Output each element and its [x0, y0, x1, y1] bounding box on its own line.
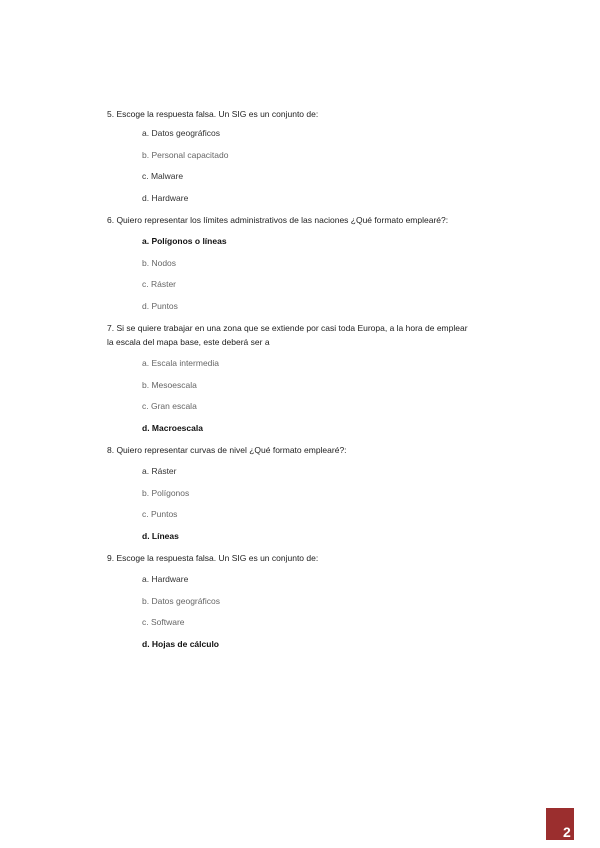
q9-option-b: b. Datos geográficos [142, 596, 220, 606]
q8-option-d: d. Líneas [142, 531, 179, 541]
q7-option-b: b. Mesoescala [142, 380, 197, 390]
q5-option-b: b. Personal capacitado [142, 150, 229, 160]
question-9: 9. Escoge la respuesta falsa. Un SIG es un conjunto de: [107, 553, 319, 563]
q6-option-c: c. Ráster [142, 279, 177, 289]
q8-option-c: c. Puntos [142, 509, 178, 519]
q7-option-c: c. Gran escala [142, 401, 197, 411]
q9-option-a: a. Hardware [142, 574, 189, 584]
question-7-line1: 7. Si se quiere trabajar en una zona que se extiende por casi toda Europa, a la hora de emplear [107, 323, 468, 333]
question-8: 8. Quiero representar curvas de nivel ¿Qué formato emplearé?: [107, 445, 347, 455]
q5-option-d: d. Hardware [142, 193, 189, 203]
page-number: 2 [563, 824, 571, 840]
q5-option-c: c. Malware [142, 171, 184, 181]
q7-option-a: a. Escala intermedia [142, 358, 220, 368]
q8-option-a: a. Ráster [142, 466, 177, 476]
q9-option-d: d. Hojas de cálculo [142, 639, 219, 649]
q6-option-b: b. Nodos [142, 258, 177, 268]
q8-option-b: b. Polígonos [142, 488, 190, 498]
q9-option-c: c. Software [142, 617, 185, 627]
q6-option-d: d. Puntos [142, 301, 178, 311]
q6-option-a: a. Polígonos o líneas [142, 236, 227, 246]
q5-option-a: a. Datos geográficos [142, 128, 220, 138]
question-5: 5. Escoge la respuesta falsa. Un SIG es un conjunto de: [107, 109, 319, 119]
question-6: 6. Quiero representar los límites administrativos de las naciones ¿Qué formato emplearé?: [107, 215, 449, 225]
q7-option-d: d. Macroescala [142, 423, 203, 433]
question-7-line2: la escala del mapa base, este deberá ser a [107, 337, 270, 347]
